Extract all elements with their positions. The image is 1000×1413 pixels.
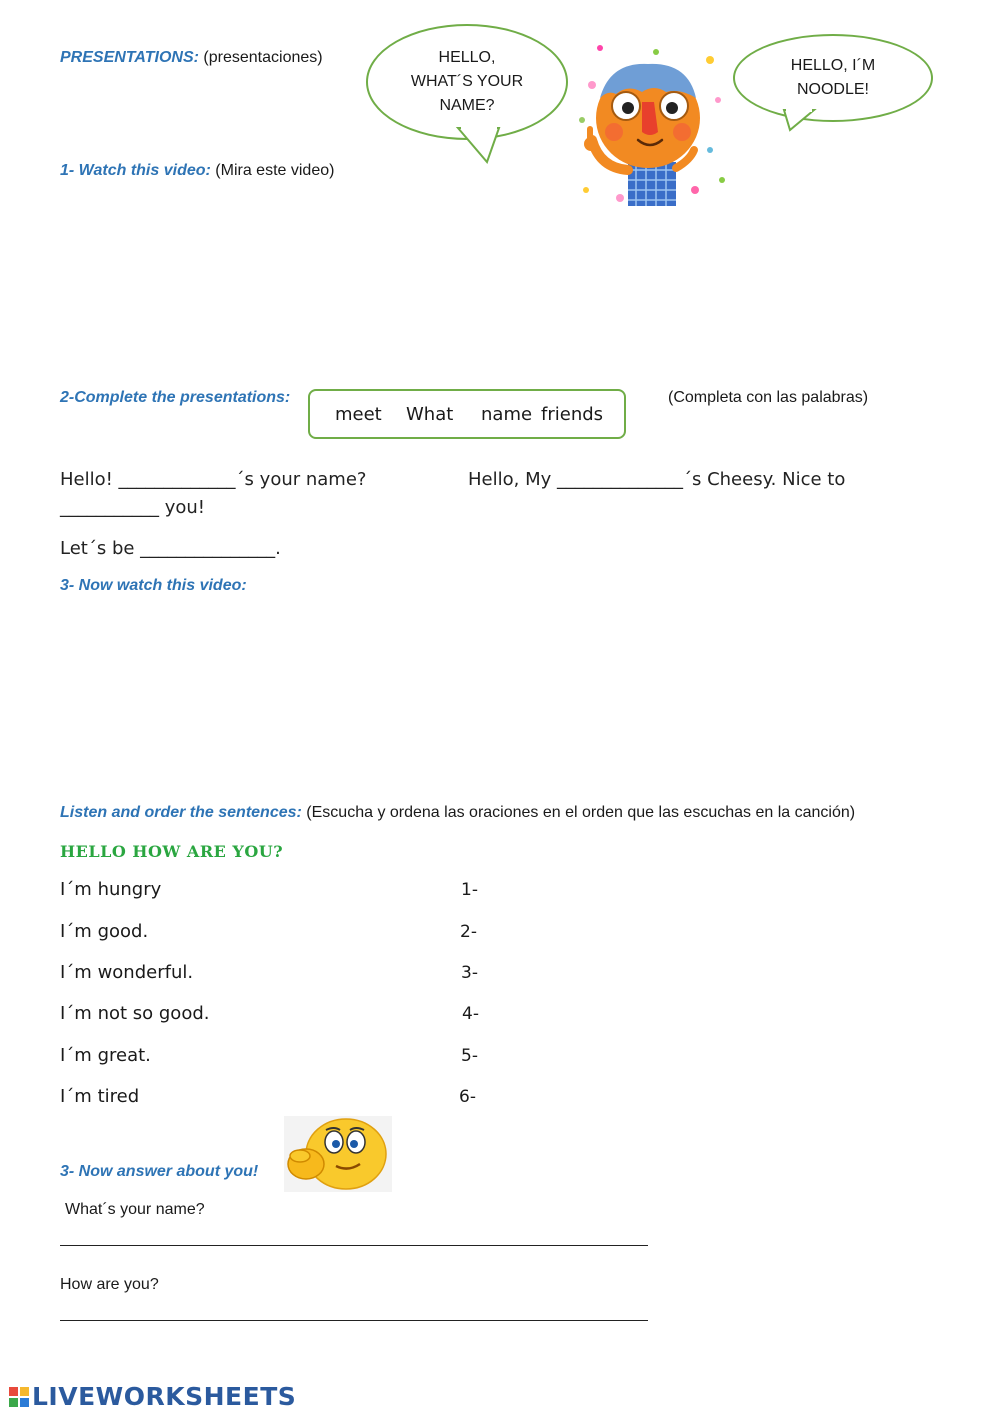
fill-line-3[interactable]: Let´s be _______________. bbox=[60, 538, 281, 559]
presentations-heading-text: PRESENTATIONS: bbox=[60, 49, 199, 66]
order-number-input[interactable]: 1- bbox=[461, 880, 478, 900]
word-bank-item: name bbox=[481, 404, 533, 425]
order-number-input[interactable]: 2- bbox=[460, 922, 477, 942]
bubble-right-line-1: HELLO, I´M bbox=[790, 57, 876, 74]
speech-bubble-left bbox=[366, 24, 568, 140]
liveworksheets-logo-text: LIVEWORKSHEETS bbox=[32, 1382, 297, 1411]
presentations-subtitle: (presentaciones) bbox=[203, 49, 323, 66]
bubble-left-line-2: WHAT´S YOUR bbox=[410, 73, 524, 90]
watch-video-subtitle: (Mira este video) bbox=[215, 162, 335, 179]
fill-line-1-left[interactable]: Hello! _____________´s your name? bbox=[60, 469, 367, 490]
complete-instruction: (Completa con las palabras) bbox=[668, 389, 869, 406]
bubble-left-line-1: HELLO, bbox=[438, 49, 496, 66]
liveworksheets-logo bbox=[8, 1382, 296, 1411]
song-title: HELLO HOW ARE YOU? bbox=[60, 842, 284, 861]
sentence-item: I´m good. bbox=[60, 921, 149, 942]
bubble-left-tail bbox=[455, 126, 515, 166]
question-name: What´s your name? bbox=[65, 1201, 205, 1218]
bubble-left-line-3: NAME? bbox=[439, 97, 495, 114]
speech-bubble-right bbox=[733, 34, 933, 122]
order-number-input[interactable]: 3- bbox=[461, 963, 478, 983]
sentence-item: I´m tired bbox=[60, 1086, 140, 1107]
answer-line-name[interactable] bbox=[60, 1245, 648, 1246]
word-bank-item: friends bbox=[541, 404, 604, 425]
question-how-are-you: How are you? bbox=[60, 1276, 159, 1293]
word-bank-item: meet bbox=[335, 404, 382, 425]
pointing-emoji-icon bbox=[284, 1116, 392, 1192]
order-number-input[interactable]: 4- bbox=[462, 1004, 479, 1024]
watch-video-heading bbox=[60, 162, 334, 180]
answer-heading: 3- Now answer about you! bbox=[60, 1163, 259, 1180]
now-watch-heading: 3- Now watch this video: bbox=[60, 577, 247, 594]
fill-line-1-right[interactable]: Hello, My ______________´s Cheesy. Nice to bbox=[468, 469, 846, 490]
order-number-input[interactable]: 5- bbox=[461, 1046, 478, 1066]
sentence-item: I´m great. bbox=[60, 1045, 151, 1066]
liveworksheets-logo-icon bbox=[8, 1386, 30, 1408]
word-bank-box bbox=[308, 389, 626, 439]
listen-order-heading-text: Listen and order the sentences: bbox=[60, 804, 302, 821]
answer-line-how-are-you[interactable] bbox=[60, 1320, 648, 1321]
order-number-input[interactable]: 6- bbox=[459, 1087, 476, 1107]
bubble-right-tail bbox=[780, 108, 830, 134]
complete-heading: 2-Complete the presentations: bbox=[60, 389, 291, 406]
sentence-item: I´m hungry bbox=[60, 879, 162, 900]
bubble-right-line-2: NOODLE! bbox=[796, 81, 869, 98]
listen-order-heading bbox=[60, 804, 855, 822]
sentence-item: I´m not so good. bbox=[60, 1003, 210, 1024]
sentence-item: I´m wonderful. bbox=[60, 962, 194, 983]
fill-line-2[interactable]: ___________ you! bbox=[60, 497, 206, 518]
word-bank-item: What bbox=[406, 404, 454, 425]
presentations-heading bbox=[60, 49, 323, 67]
watch-video-heading-text: 1- Watch this video: bbox=[60, 162, 211, 179]
noodle-character-illustration bbox=[570, 40, 730, 210]
listen-order-subtitle: (Escucha y ordena las oraciones en el orden que las escuchas en la canción) bbox=[306, 804, 856, 821]
